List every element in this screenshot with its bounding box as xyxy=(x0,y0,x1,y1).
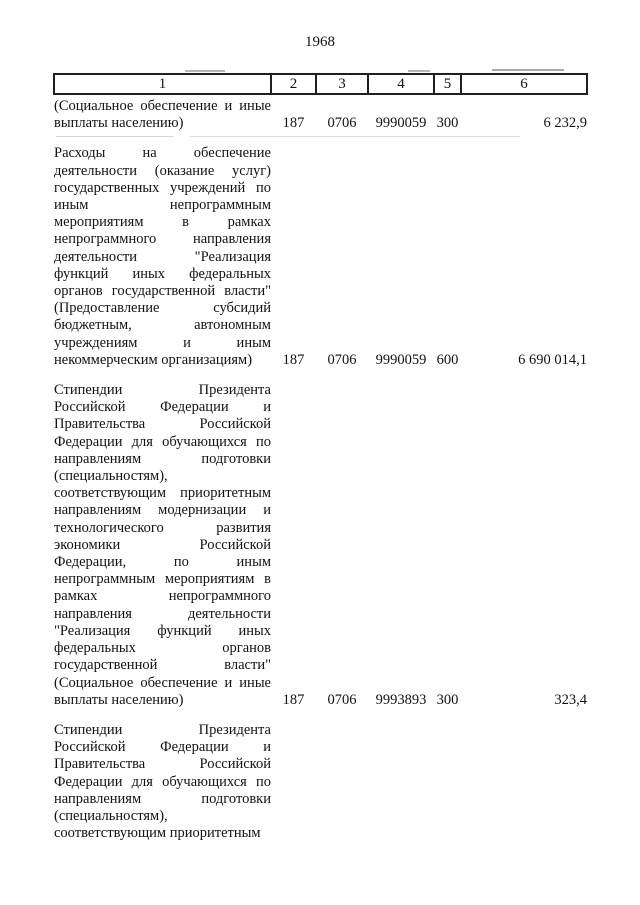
row-code-type: 300 xyxy=(436,115,459,132)
scan-artifact xyxy=(408,70,430,72)
row-code-chief: 187 xyxy=(282,115,305,132)
row-code-chief xyxy=(271,709,316,842)
row-description: Расходы на обеспечение деятельности (оказание услуг) государственных учреждений по иным непрограммным мероприятиям в рамках непрограммного направления деятельности "Реализация функций иных федеральных органов государственной власти" (Предоставление субсидий бюджетным, автономным учреждениям и иным некоммерческим организациям) xyxy=(54,145,271,368)
row-code-type: 300 xyxy=(436,691,459,708)
column-header-1: 1 xyxy=(54,74,271,94)
table-row xyxy=(54,94,587,132)
column-header-4: 4 xyxy=(368,74,434,94)
row-code-section: 0706 xyxy=(327,115,357,132)
row-amount: 323,4 xyxy=(554,691,587,708)
row-description: Стипендии Президента Российской Федерации и Правительства Российской Федерации для обучающихся по направлениям подготовки (специальностям), соответствующим приоритетным xyxy=(54,721,271,842)
row-code-chief: 187 xyxy=(282,691,305,708)
table-row xyxy=(54,369,587,709)
row-code-target: 9990059 xyxy=(375,115,427,132)
row-code-target: 9993893 xyxy=(375,691,427,708)
table-row xyxy=(54,132,587,369)
column-header-2: 2 xyxy=(271,74,316,94)
row-description: (Социальное обеспечение и иные выплаты населению) xyxy=(54,98,271,132)
column-header-6: 6 xyxy=(461,74,587,94)
scan-artifact xyxy=(492,69,564,71)
row-code-type xyxy=(434,709,461,842)
row-amount: 6 232,9 xyxy=(543,115,587,132)
row-code-type: 600 xyxy=(436,351,459,368)
row-amount xyxy=(461,709,587,842)
page-number: 1968 xyxy=(305,34,335,50)
column-header-5: 5 xyxy=(434,74,461,94)
column-header-3: 3 xyxy=(316,74,368,94)
row-amount: 6 690 014,1 xyxy=(518,351,587,368)
row-code-target xyxy=(368,709,434,842)
scan-artifact xyxy=(185,70,225,72)
row-description: Стипендии Президента Российской Федерации и Правительства Российской Федерации для обучающихся по направлениям подготовки (специальностям), соответствующим приоритетным направлениям модернизации и технологического развития экономики Российской Федерации, по иным непрограммным мероприятиям в рамках непрограммного направления деятельности "Реализация функций иных федеральных органов государственной власти" (Социальное обеспечение и иные выплаты населению) xyxy=(54,382,271,708)
row-code-section: 0706 xyxy=(327,691,357,708)
row-code-target: 9990059 xyxy=(375,351,427,368)
budget-table xyxy=(53,73,588,842)
row-code-section: 0706 xyxy=(327,351,357,368)
row-code-chief: 187 xyxy=(282,351,305,368)
table-row xyxy=(54,709,587,842)
row-code-section xyxy=(316,709,368,842)
table-header-row xyxy=(54,74,587,94)
